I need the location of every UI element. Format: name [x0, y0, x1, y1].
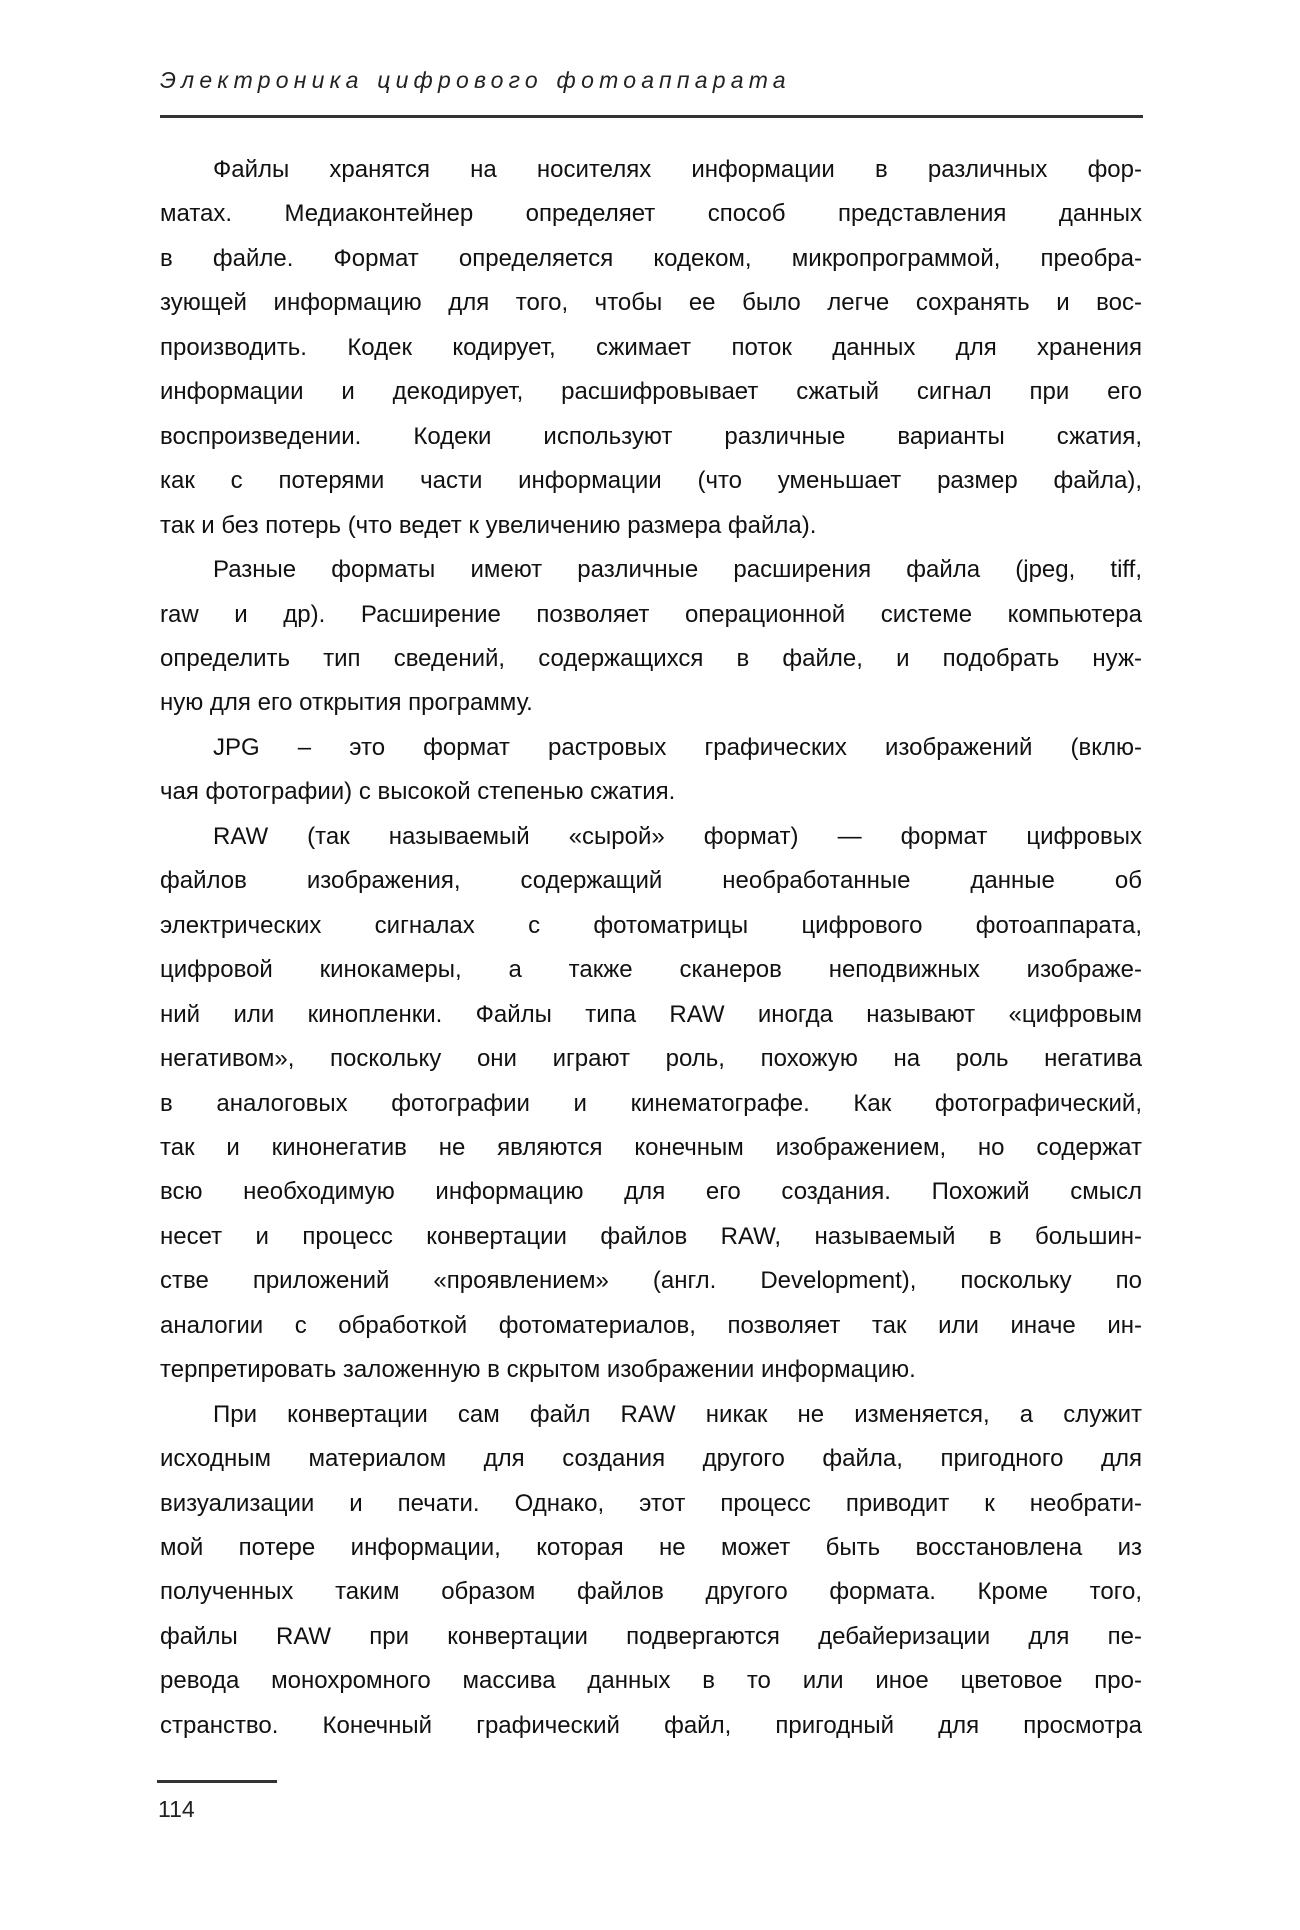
text-line: зующей информацию для того, чтобы ее было легче сохранять и вос-	[160, 289, 1142, 317]
text-line: в аналоговых фотографии и кинематографе. Как фотографический,	[160, 1089, 1142, 1117]
text-line: ревода монохромного массива данных в то или иное цветовое про-	[160, 1667, 1142, 1695]
text-line: полученных таким образом файлов другого формата. Кроме того,	[160, 1578, 1142, 1606]
text-line: JPG – это формат растровых графических изображений (вклю-	[213, 733, 1142, 761]
text-line: файлы RAW при конвертации подвергаются дебайеризации для пе-	[160, 1622, 1142, 1650]
text-line: чая фотографии) с высокой степенью сжатия.	[160, 778, 676, 806]
text-line: так и без потерь (что ведет к увеличению размера файла).	[160, 511, 817, 539]
text-line: файлов изображения, содержащий необработанные данные об	[160, 867, 1142, 895]
text-line: ную для его открытия программу.	[160, 689, 533, 717]
text-line: аналогии с обработкой фотоматериалов, позволяет так или иначе ин-	[160, 1311, 1142, 1339]
text-line: как с потерями части информации (что уменьшает размер файла),	[160, 467, 1142, 495]
text-line: raw и др). Расширение позволяет операционной системе компьютера	[160, 600, 1142, 628]
text-line: матах. Медиаконтейнер определяет способ представления данных	[160, 200, 1142, 228]
text-line: цифровой кинокамеры, а также сканеров неподвижных изображе-	[160, 956, 1142, 984]
text-line: негативом», поскольку они играют роль, похожую на роль негатива	[160, 1045, 1142, 1072]
running-title: Электроника цифрового фотоаппарата	[160, 67, 791, 93]
text-line: Разные форматы имеют различные расширения файла (jpeg, tiff,	[213, 556, 1142, 583]
text-line: визуализации и печати. Однако, этот процесс приводит к необрати-	[160, 1489, 1142, 1517]
text-line: в файле. Формат определяется кодеком, микропрограммой, преобра-	[160, 244, 1142, 272]
text-line: информации и декодирует, расшифровывает сжатый сигнал при его	[160, 378, 1142, 406]
text-line: так и кинонегатив не являются конечным изображением, но содержат	[160, 1133, 1142, 1161]
text-line: стве приложений «проявлением» (англ. Development), поскольку по	[160, 1267, 1142, 1295]
text-line: ний или кинопленки. Файлы типа RAW иногда называют «цифровым	[160, 1000, 1142, 1028]
text-line: несет и процесс конвертации файлов RAW, называемый в большин-	[160, 1222, 1142, 1250]
text-line: При конвертации сам файл RAW никак не изменяется, а служит	[213, 1400, 1142, 1428]
text-line: странство. Конечный графический файл, пригодный для просмотра	[160, 1711, 1142, 1739]
text-line: мой потере информации, которая не может быть восстановлена из	[160, 1534, 1142, 1561]
text-line: RAW (так называемый «сырой» формат) — формат цифровых	[213, 822, 1142, 850]
text-line: определить тип сведений, содержащихся в файле, и подобрать нуж-	[160, 645, 1142, 672]
text-line: электрических сигналах с фотоматрицы цифрового фотоаппарата,	[160, 911, 1142, 939]
footer-divider	[157, 1780, 277, 1783]
text-line: воспроизведении. Кодеки используют различные варианты сжатия,	[160, 422, 1142, 450]
text-line: всю необходимую информацию для его создания. Похожий смысл	[160, 1178, 1142, 1206]
page-number: 114	[158, 1796, 195, 1822]
text-line: производить. Кодек кодирует, сжимает поток данных для хранения	[160, 333, 1142, 361]
text-line: исходным материалом для создания другого файла, пригодного для	[160, 1445, 1142, 1473]
text-line: Файлы хранятся на носителях информации в различных фор-	[213, 156, 1142, 183]
text-line: терпретировать заложенную в скрытом изображении информацию.	[160, 1356, 916, 1384]
